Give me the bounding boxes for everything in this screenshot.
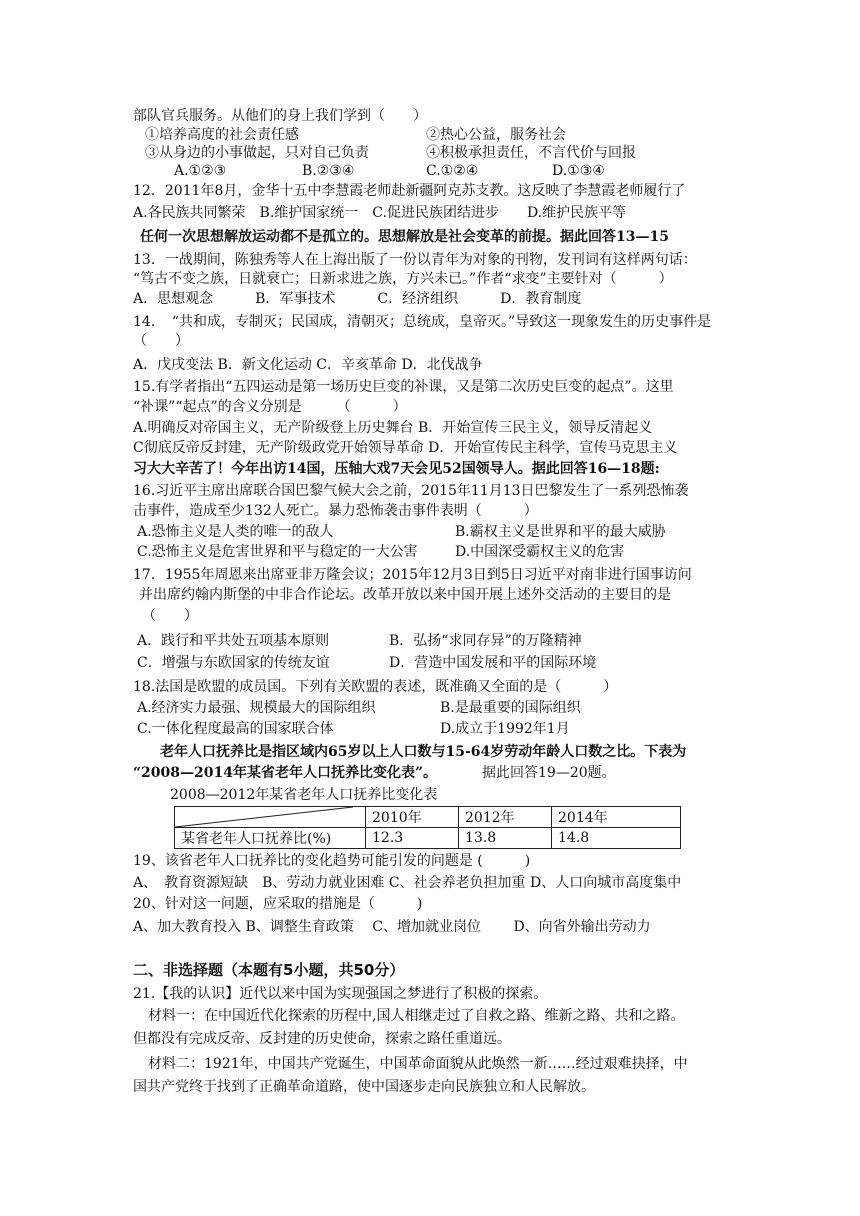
- question-16: 16.习近平主席出席联合国巴黎气候大会之前，2015年11月13日巴黎发生了一系列恐怖袭: [133, 483, 689, 499]
- question-18: 18.法国是欧盟的成员国。下列有关欧盟的表述，既准确又全面的是（ ）: [133, 679, 618, 695]
- option-line: ②热心公益，服务社会: [426, 127, 566, 143]
- options-13: A．思想观念 B．军事技术 C．经济组织 D．教育制度: [133, 291, 582, 307]
- question-15-cont: “补课”“起点”的含义分别是 （ ）: [133, 399, 407, 415]
- choice-b: B．弘扬“求同存异”的万隆精神: [389, 633, 582, 649]
- options-15-cd: C彻底反帝反封建，无产阶级政党开始领导革命 D．开始宣传民主科学，宣传马克思主义: [133, 440, 678, 456]
- table-caption: 2008—2012年某省老年人口抚养比变化表: [170, 787, 438, 803]
- section-intro-19-20: 老年人口抚养比是指区域内65岁以上人口数与15-64岁劳动年龄人口数之比。下表为: [160, 744, 687, 760]
- material-2: 材料二：1921年，中国共产党诞生，中国革命面貌从此焕然一新……经过艰难抉择，中: [148, 1056, 688, 1072]
- question-13-cont: “笃古不变之族，日就衰亡；日新求进之族，方兴未已。”作者“求变”主要针对（ ）: [133, 271, 673, 287]
- data-table: [174, 806, 681, 849]
- section-heading: 二、非选择题（本题有5小题，共50分）: [133, 961, 405, 979]
- question-21: 21.【我的认识】近代以来中国为实现强国之梦进行了积极的探索。: [133, 986, 548, 1002]
- choice-d: D.①③④: [552, 163, 605, 179]
- options-12: A.各民族共同繁荣 B.维护国家统一 C.促进民族团结进步 D.维护民族平等: [133, 205, 627, 221]
- question-19: 19、该省老年人口抚养比的变化趋势可能引发的问题是 ( ): [133, 853, 531, 869]
- question-12: 12．2011年8月，金华十五中李慧霞老师赴新疆阿克苏支教。这反映了李慧霞老师履行了: [133, 183, 686, 199]
- question-17-cont: 并出席约翰内斯堡的中非合作论坛。改革开放以来中国开展上述外交活动的主要目的是: [139, 587, 671, 603]
- material-2-cont: 国共产党终于找到了正确革命道路，使中国逐步走向民族独立和人民解放。: [133, 1079, 595, 1095]
- question-14: 14． “共和成，专制灭；民国成，清朝灭；总统成，皇帝灭。”导致这一现象发生的历史事件是: [133, 314, 712, 330]
- table-cell: 13.8: [459, 828, 552, 849]
- section-intro-19-20-cont: “2008—2014年某省老年人口抚养比变化表”。: [133, 765, 438, 781]
- options-20: A、加大教育投入 B、调整生育政策 C、增加就业岗位 D、向省外输出劳动力: [133, 919, 651, 935]
- text-line: 部队官兵服务。从他们的身上我们学到（ ）: [133, 108, 427, 124]
- question-17-paren: （ ）: [142, 608, 198, 624]
- question-13: 13．一战期间，陈独秀等人在上海出版了一份以青年为对象的刊物，发刊词有这样两句话：: [133, 252, 697, 268]
- table-header-cell: 2012年: [459, 807, 552, 828]
- choice-c: C.恐怖主义是危害世界和平与稳定的一大公害: [137, 544, 418, 560]
- question-17: 17．1955年周恩来出席亚非万隆会议；2015年12月3日到5日习近平对南非进行国事访问: [133, 567, 692, 583]
- question-16-cont: 击事件，造成至少132人死亡。暴力恐怖袭击事件表明（ ）: [133, 503, 538, 519]
- options-14: A．戊戌变法 B．新文化运动 C．辛亥革命 D．北伐战争: [133, 357, 483, 373]
- question-20: 20、针对这一问题，应采取的措施是（ ): [133, 896, 423, 912]
- choice-d: D．营造中国发展和平的国际环境: [389, 655, 597, 671]
- table-header-cell: 2010年: [366, 807, 459, 828]
- choice-a: A.恐怖主义是人类的唯一的敌人: [137, 524, 334, 540]
- choice-b: B.霸权主义是世界和平的最大威胁: [455, 524, 666, 540]
- choice-a: A．践行和平共处五项基本原则: [137, 633, 330, 649]
- options-19: A、 教育资源短缺 B、劳动力就业困难 C、社会养老负担加重 D、人口向城市高度集中: [133, 875, 682, 891]
- choice-c: C．增强与东欧国家的传统友谊: [137, 655, 330, 671]
- table-cell: 14.8: [552, 828, 681, 849]
- option-line: ④积极承担责任，不言代价与回报: [426, 145, 636, 161]
- choice-b: B.是最重要的国际组织: [440, 700, 581, 716]
- option-line: ①培养高度的社会责任感: [145, 127, 299, 143]
- table-corner-cell: [175, 807, 366, 828]
- question-15: 15.有学者指出“五四运动是第一场历史巨变的补课，又是第二次历史巨变的起点”。这里: [133, 379, 674, 395]
- choice-c: C.一体化程度最高的国家联合体: [137, 721, 334, 737]
- table-header-cell: 2014年: [552, 807, 681, 828]
- option-line: ③从身边的小事做起，只对自己负责: [145, 145, 369, 161]
- material-1: 材料一：在中国近代化探索的历程中,国人相继走过了自救之路、维新之路、共和之路。: [148, 1008, 685, 1024]
- section-intro-19-20-tail: 据此回答19—20题。: [482, 765, 616, 781]
- table-header-row: [175, 807, 681, 828]
- choice-a: A.经济实力最强、规模最大的国际组织: [137, 700, 376, 716]
- options-15-ab: A.明确反对帝国主义，无产阶级登上历史舞台 B．开始宣传三民主义，领导反清起义: [133, 420, 653, 436]
- material-1-cont: 但都没有完成反帝、反封建的历史使命，探索之路任重道远。: [133, 1031, 511, 1047]
- question-14-paren: （ ）: [133, 333, 189, 349]
- table-row: [175, 828, 681, 849]
- table-row-label: 某省老年人口抚养比(%): [175, 828, 366, 849]
- choice-c: C.①②④: [426, 163, 479, 179]
- section-intro-13-15: 任何一次思想解放运动都不是孤立的。思想解放是社会变革的前提。据此回答13—15: [140, 229, 669, 245]
- choice-b: B.②③④: [302, 163, 355, 179]
- table-cell: 12.3: [366, 828, 459, 849]
- choice-d: D.成立于1992年1月: [440, 721, 570, 737]
- section-intro-16-18: 习大大辛苦了！今年出访14国，压轴大戏7天会见52国领导人。据此回答16—18题:: [133, 461, 660, 477]
- diagonal-line: [175, 807, 353, 827]
- choice-a: A.①②③: [174, 163, 227, 179]
- choice-d: D.中国深受霸权主义的危害: [455, 544, 625, 560]
